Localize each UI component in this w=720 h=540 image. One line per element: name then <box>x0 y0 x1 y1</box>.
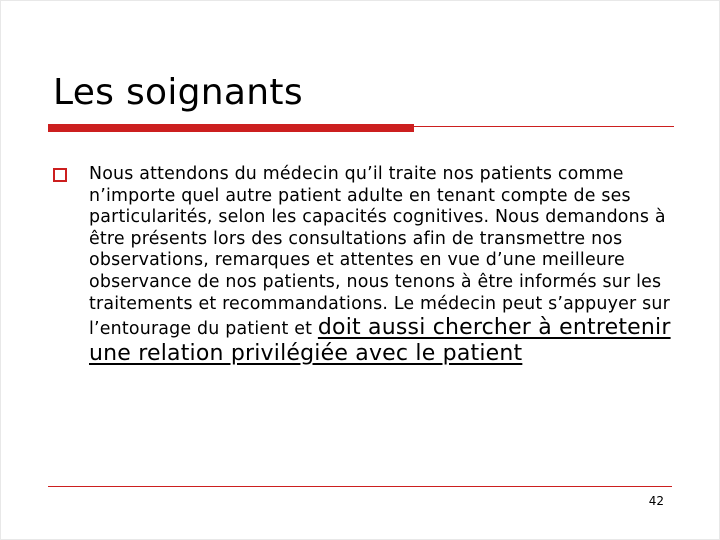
footer-rule <box>48 486 672 487</box>
page-number: 42 <box>648 494 664 508</box>
bullet-emphasis: doit aussi chercher à entretenir une relation privilégiée avec le patient <box>89 315 671 367</box>
slide-title: Les soignants <box>53 72 303 113</box>
bullet-paragraph <box>89 164 679 367</box>
title-underline-bar <box>48 124 414 132</box>
bullet-square-icon <box>53 168 67 182</box>
title-underline-line <box>414 126 674 127</box>
bullet-text: Nous attendons du médecin qu’il traite nos patients comme n’importe quel autre patient adulte en tenant compte de ses particularités, selon les capacités cognitives. Nous demandons à être présents lors des consultations afin de transmettre nos observations, remarques et attentes en vue d’une meilleure observance de nos patients, nous tenons à être informés sur les traitements et recommandations. Le médecin peut s’appuyer sur l’entourage du patient et <box>89 164 670 340</box>
